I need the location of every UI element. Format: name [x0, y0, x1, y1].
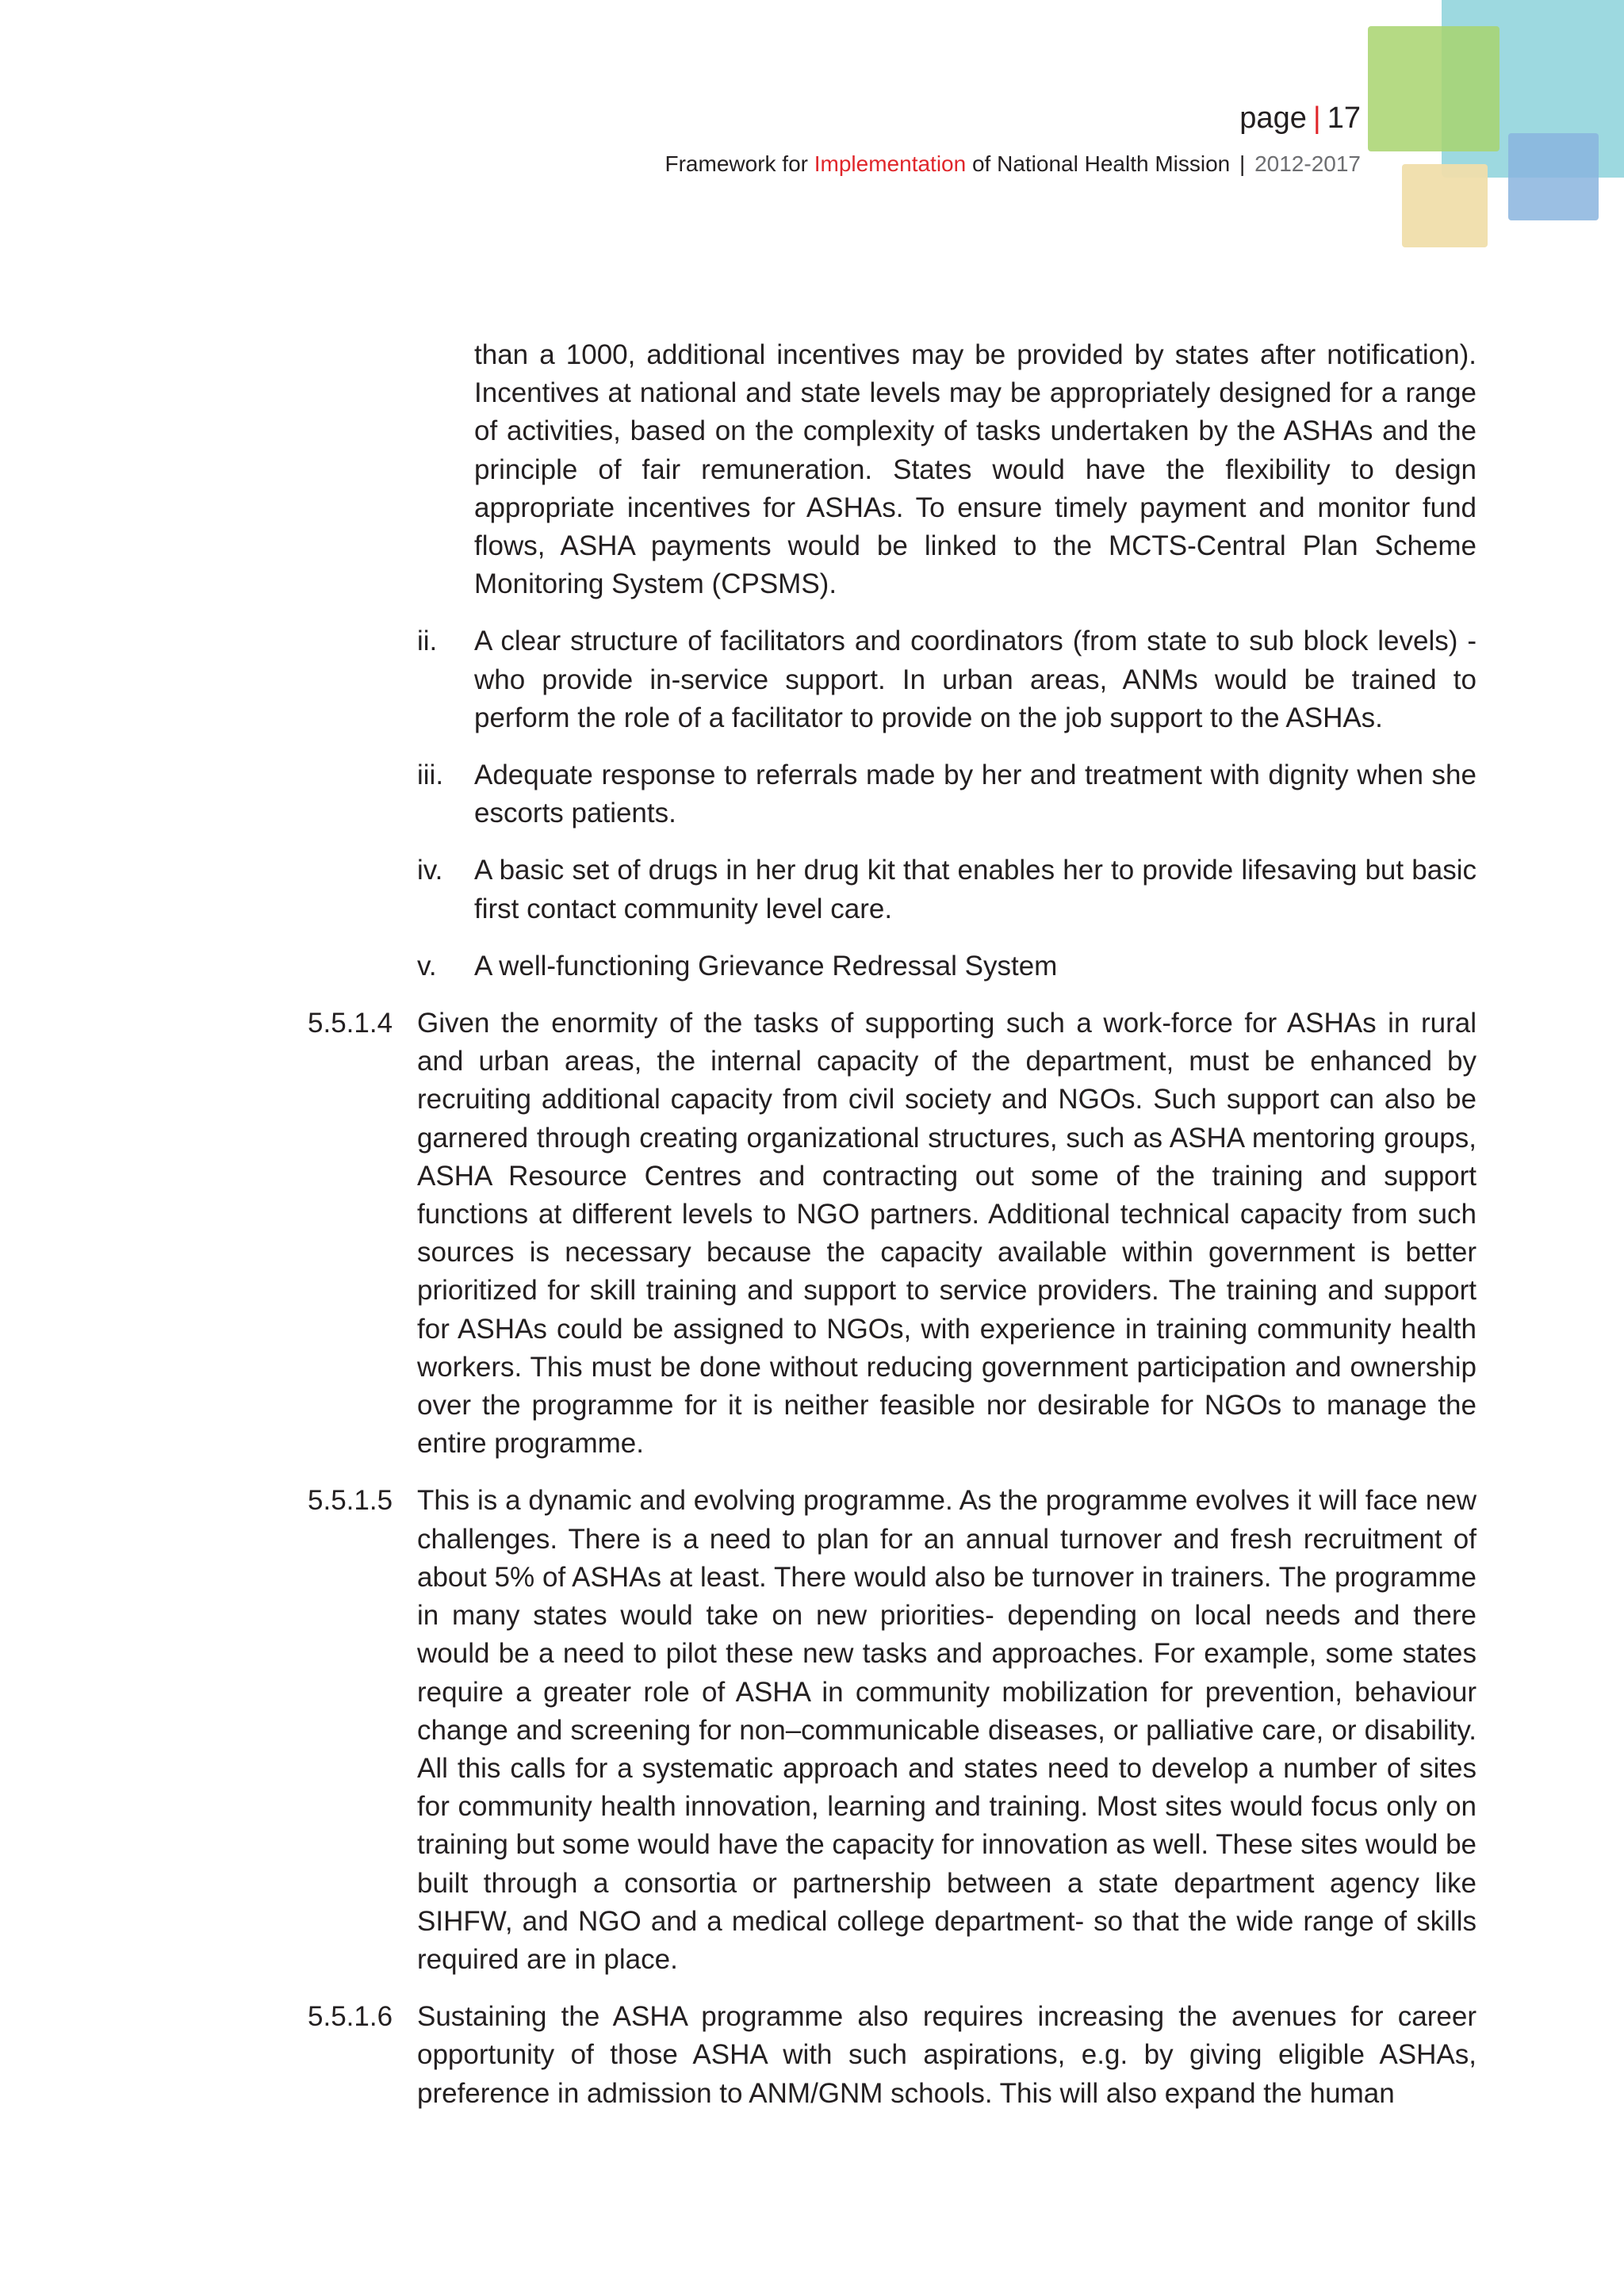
header-title-prefix: Framework for [665, 151, 808, 176]
list-item-text: A basic set of drugs in her drug kit that enables her to provide lifesaving but basic first contact community level care. [474, 855, 1477, 924]
continuation-paragraph: than a 1000, additional incentives may be provided by states after notification). Incentives at national and state levels may be appropriately designed for a range of activities, based on the complexity of tasks undertaken by the ASHAs and the principle of fair remuneration. States would have the flexibility to design appropriate incentives for ASHAs. To ensure timely payment and monitor fund flows, ASHA payments would be linked to the MCTS-Central Plan Scheme Monitoring System (CPSMS). [474, 339, 1477, 600]
header-years: 2012-2017 [1254, 151, 1361, 176]
section-paragraph [308, 1998, 1477, 2113]
running-header [665, 151, 1362, 177]
list-item-text: A well-functioning Grievance Redressal System [474, 950, 1058, 982]
section-number: 5.5.1.4 [308, 1008, 393, 1039]
list-item [417, 622, 1477, 737]
list-item-marker: ii. [417, 626, 438, 657]
section-text: Sustaining the ASHA programme also requires increasing the avenues for career opportunity of those ASHA with such aspirations, e.g. by giving eligible ASHAs, preference in admission to ANM/GNM schools. This will also expand the human [417, 2001, 1477, 2109]
list-item [417, 947, 1477, 985]
section-number: 5.5.1.6 [308, 2001, 393, 2033]
list-item-text: Adequate response to referrals made by her and treatment with dignity when she escorts patients. [474, 760, 1477, 829]
page-number-value: 17 [1327, 101, 1361, 135]
section-paragraph [308, 1482, 1477, 1979]
list-item [417, 851, 1477, 928]
list-item-marker: v. [417, 950, 437, 982]
section-number: 5.5.1.5 [308, 1485, 393, 1517]
section-text: Given the enormity of the tasks of supporting such a work-force for ASHAs in rural and urban areas, the internal capacity of the department, must be enhanced by recruiting additional capacity from civil society and NGOs. Such support can also be garnered through creating organizational structures, such as ASHA mentoring groups, ASHA Resource Centres and contracting out some of the training and support functions at different levels to NGO partners. Additional technical capacity from such sources is necessary because the capacity available within government is better prioritized for skill training and support to service providers. The training and support for ASHAs could be assigned to NGOs, with experience in training community health workers. This must be done without reducing government participation and ownership over the programme for it is neither feasible nor desirable for NGOs to manage the entire programme. [417, 1008, 1477, 1460]
header-separator: | [1239, 151, 1246, 176]
page-separator: | [1312, 101, 1321, 135]
list-item-marker: iii. [417, 760, 444, 791]
header-title-suffix: of National Health Mission [971, 151, 1231, 176]
page-label: page [1239, 101, 1307, 135]
page-number [1239, 101, 1361, 136]
list-item-text: A clear structure of facilitators and coordinators (from state to sub block levels) - who provide in-service support. In urban areas, ANMs would be trained to perform the role of a facilitator to provide on the job support to the ASHAs. [474, 626, 1477, 733]
list-item-marker: iv. [417, 855, 443, 886]
decorative-square-green [1368, 26, 1500, 151]
header-title-highlight: Implementation [814, 151, 967, 176]
list-item [417, 756, 1477, 832]
section-paragraph [308, 1004, 1477, 1463]
decorative-square-beige [1402, 164, 1488, 247]
decorative-square-blue [1508, 133, 1599, 220]
document-body [0, 336, 1624, 2132]
section-text: This is a dynamic and evolving programme. As the programme evolves it will face new challenges. There is a need to plan for an annual turnover and fresh recruitment of about 5% of ASHAs at least. There would also be turnover in trainers. The programme in many states would take on new priorities- depending on local needs and there would be a need to pilot these new tasks and approaches. For example, some states require a greater role of ASHA in community mobilization for prevention, behaviour change and screening for non–communicable diseases, or palliative care, or disability. All this calls for a systematic approach and states need to develop a number of sites for community health innovation, learning and training. Most sites would focus only on training but some would have the capacity for innovation as well. These sites would be built through a consortia or partnership between a state department agency like SIHFW, and NGO and a medical college department- so that the wide range of skills required are in place. [417, 1485, 1477, 1975]
